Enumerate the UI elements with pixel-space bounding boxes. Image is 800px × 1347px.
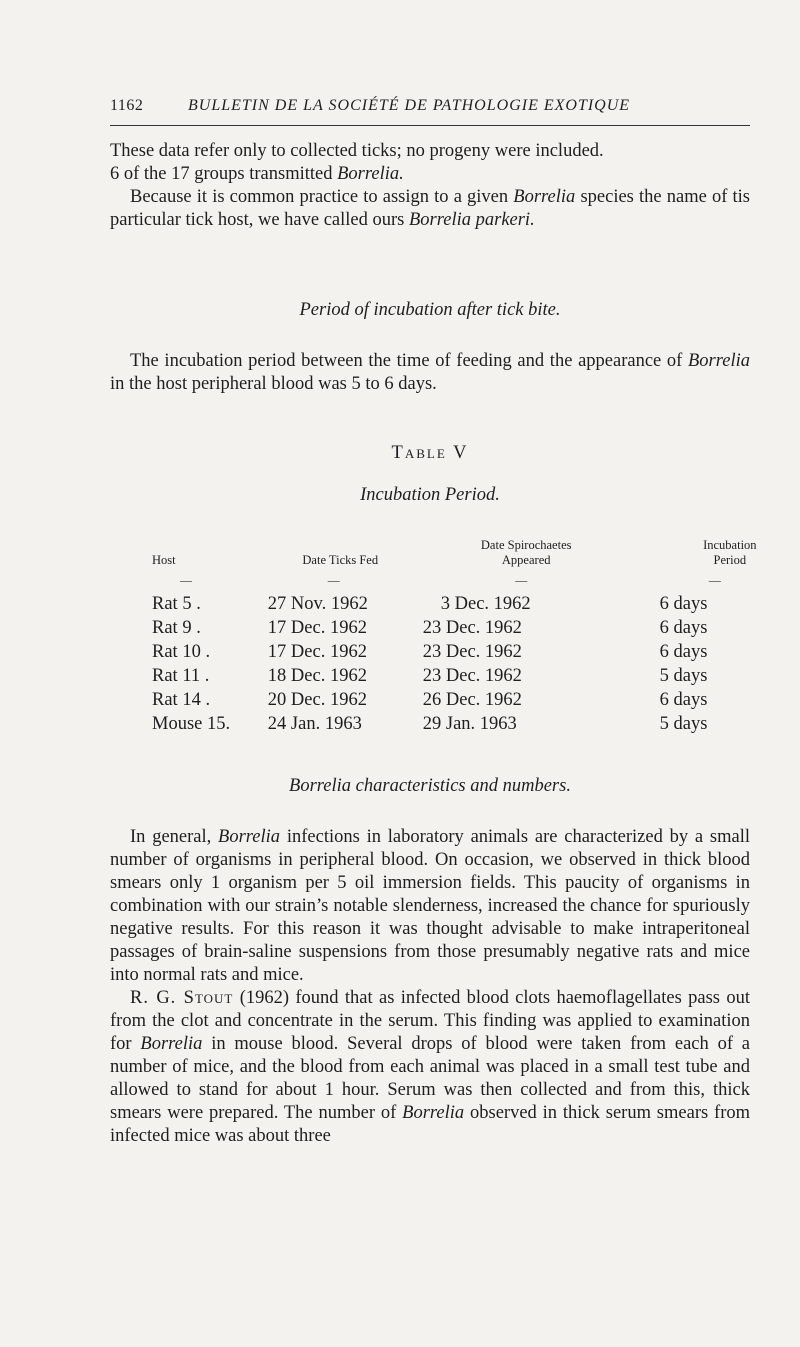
table-row — [152, 616, 800, 640]
ch1-c: infections in laboratory animals are characterized by a small number of organisms in peripheral blood. On occasion, we observed in thick blood smears only 1 organism per 5 oil immersion fields. This paucity of organisms in combination with our strain’s notable slenderness, increased the chance for spuriously negative results. For this reason it was thought advisable to make intraperitoneal passages of brain-saline suspensions from those presumably negative rats and mice into normal rats and mice. — [110, 827, 750, 985]
table-caption: Incubation Period. — [360, 485, 500, 505]
header-incubation-line1: Incubation — [703, 538, 757, 552]
cell-host: Rat 10 . — [152, 642, 211, 662]
ch1-a: In general, — [130, 827, 219, 847]
intro-line-2-italic: Borrelia. — [337, 164, 404, 184]
cell-host: Rat 11 . — [152, 666, 210, 686]
header-date-fed-text: Date Ticks Fed — [302, 553, 379, 567]
page-number: 1162 — [110, 97, 144, 114]
inc-b: Borrelia — [687, 351, 750, 371]
dash-fed: — — [327, 573, 340, 587]
cell-fed: 20 Dec. 1962 — [267, 690, 367, 710]
table-header-row — [152, 538, 800, 568]
intro-text — [110, 140, 750, 232]
intro-paragraph-2 — [110, 186, 750, 232]
ch2-c: in mouse blood. Several drops of blood were taken from each of a number of mice, and the blood from each animal was placed in a small test tube and allowed to stand for about 1 hour. Serum was then collected and from this, thick smears were prepared. The number of — [110, 1034, 751, 1123]
cell-incubation: 6 days — [659, 594, 708, 614]
cell-host: Rat 9 . — [152, 618, 201, 638]
table-row — [152, 664, 800, 688]
header-appeared-line1: Date Spirochaetes — [480, 538, 572, 552]
p2-a: Because it is common practice to assign to a given — [130, 187, 514, 207]
cell-host: Rat 14 . — [152, 690, 211, 710]
cell-appeared: 26 Dec. 1962 — [422, 690, 522, 710]
header-host-text: Host — [152, 553, 176, 567]
incubation-heading: Period of incubation after tick bite. — [299, 300, 561, 320]
cell-appeared: 29 Jan. 1963 — [422, 714, 517, 734]
cell-host: Mouse 15. — [152, 714, 231, 734]
table-row — [152, 592, 800, 616]
characteristics-paragraph-2 — [110, 987, 750, 1148]
header-incubation — [630, 538, 800, 568]
table-row — [152, 712, 800, 736]
incubation-paragraph — [110, 350, 750, 396]
dash-incubation: — — [708, 573, 721, 587]
incubation-table — [152, 538, 800, 736]
cell-incubation: 5 days — [659, 714, 708, 734]
intro-line-2-text: 6 of the 17 groups transmitted — [110, 164, 338, 184]
header-date-appeared — [413, 538, 630, 568]
header-date-fed — [268, 538, 413, 568]
dash-appeared: — — [515, 573, 528, 587]
cell-fed: 18 Dec. 1962 — [267, 666, 367, 686]
intro-line-1-text: These data refer only to collected ticks; no progeny were included. — [110, 141, 604, 161]
table-dash-row — [152, 568, 800, 592]
table-label: Table V — [391, 443, 469, 463]
ch2-e: observed in thick serum smears from infected mice was about three — [110, 1103, 750, 1146]
characteristics-text — [110, 826, 750, 1148]
cell-incubation: 6 days — [659, 690, 708, 710]
journal-title: BULLETIN DE LA SOCIÉTÉ DE PATHOLOGIE EXOTIQUE — [188, 97, 631, 114]
cell-fed: 27 Nov. 1962 — [267, 594, 368, 614]
ch2-a: (1962) found that as infected blood clots haemoflagellates pass out from the clot and concentrate in the serum. This finding was applied to examination for — [110, 988, 750, 1054]
header-incubation-line2: Period — [713, 553, 747, 567]
p2-d: Borrelia parkeri. — [408, 210, 535, 230]
inc-c: in the host peripheral blood was 5 to 6 days. — [110, 374, 437, 394]
cell-incubation: 6 days — [659, 642, 708, 662]
ch2-b: Borrelia — [140, 1034, 203, 1054]
cell-appeared: 23 Dec. 1962 — [422, 642, 522, 662]
table-row — [152, 688, 800, 712]
cell-appeared: 23 Dec. 1962 — [422, 666, 522, 686]
cell-fed: 24 Jan. 1963 — [267, 714, 362, 734]
dash-host: — — [180, 573, 192, 587]
header-appeared-line2: Appeared — [501, 553, 551, 567]
cell-appeared: 23 Dec. 1962 — [422, 618, 522, 638]
cell-appeared: 3 Dec. 1962 — [440, 594, 531, 614]
author-name: R. G. Stout — [130, 988, 234, 1008]
running-header — [110, 97, 750, 121]
p2-b: Borrelia — [513, 187, 576, 207]
cell-host: Rat 5 . — [152, 594, 201, 614]
incubation-text — [110, 350, 750, 396]
intro-line-1 — [110, 140, 750, 163]
p2-c: species the name of tis particular tick host, we have called ours — [110, 187, 750, 230]
characteristics-paragraph-1 — [110, 826, 750, 987]
cell-fed: 17 Dec. 1962 — [267, 642, 367, 662]
cell-fed: 17 Dec. 1962 — [267, 618, 367, 638]
cell-incubation: 6 days — [659, 618, 708, 638]
ch2-d: Borrelia — [402, 1103, 465, 1123]
intro-line-2 — [110, 163, 750, 186]
characteristics-heading: Borrelia characteristics and numbers. — [289, 776, 571, 796]
header-host — [152, 538, 268, 568]
table-row — [152, 640, 800, 664]
header-rule — [110, 125, 750, 126]
inc-a: The incubation period between the time of feeding and the appearance of — [130, 351, 688, 371]
ch1-b: Borrelia — [218, 827, 281, 847]
cell-incubation: 5 days — [659, 666, 708, 686]
